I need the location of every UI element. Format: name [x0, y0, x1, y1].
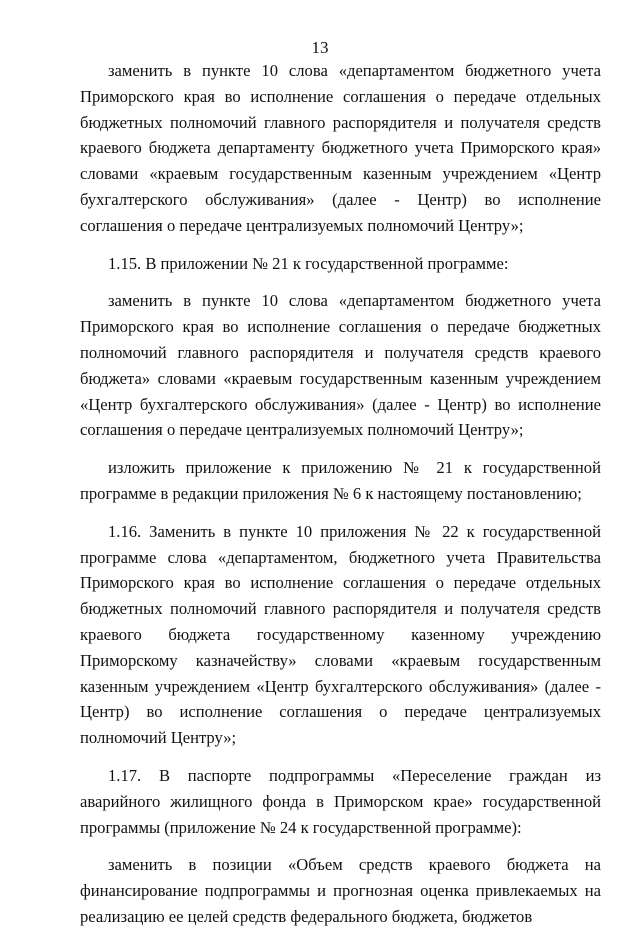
- paragraph-replace-item-10-appendix-20: заменить в пункте 10 слова «департаментом бюджетного учета Приморского края во исполнение соглашения о передаче отдельных бюджетных полномочий главного распорядителя и получателя средств краевого бюджета департаменту бюджетного учета Приморского края» словами «краевым государственным казенным учреждением «Центр бухгалтерского обслуживания» (далее - Центр) во исполнение соглашения о передаче централизуемых полномочий Центру»;: [80, 61, 601, 235]
- paragraph-replace-budget-position: заменить в позиции «Объем средств краевого бюджета на финансирование подпрограммы и прогнозная оценка привлекаемых на реализацию ее целей средств федерального бюджета, бюджетов: [80, 855, 601, 926]
- paragraph-1-16: 1.16. Заменить в пункте 10 приложения № 22 к государственной программе слова «департаментом, бюджетного учета Правительства Приморского края во исполнение соглашения о передаче отдельных бюджетных полномочий главного распорядителя и получателя средств краевого бюджета государственному казенному учреждению Приморскому казначейству» словами «краевым государственным казенным учреждением «Центр бухгалтерского обслуживания» (далее - Центр) во исполнение соглашения о передаче централизуемых полномочий Центру»;: [80, 521, 601, 748]
- paragraph-restate-annex-appendix-21: изложить приложение к приложению № 21 к государственной программе в редакции приложения № 6 к настоящему постановлению;: [80, 458, 601, 503]
- paragraph-1-15-heading: 1.15. В приложении № 21 к государственной программе:: [108, 253, 509, 273]
- paragraph-1-17: 1.17. В паспорте подпрограммы «Переселение граждан из аварийного жилищного фонда в Приморском крае» государственной программы (приложение № 24 к государственной программе):: [80, 765, 601, 837]
- document-body: [80, 58, 601, 942]
- page-number: 13: [311, 38, 329, 57]
- paragraph-replace-item-10-appendix-21: заменить в пункте 10 слова «департаментом бюджетного учета Приморского края во исполнение соглашения о передаче бюджетных полномочий главного распорядителя и получателя средств краевого бюджета» словами «краевым государственным казенным учреждением «Центр бухгалтерского обслуживания» (далее - Центр) во исполнение соглашения о передаче централизуемых полномочий Центру»;: [80, 291, 601, 440]
